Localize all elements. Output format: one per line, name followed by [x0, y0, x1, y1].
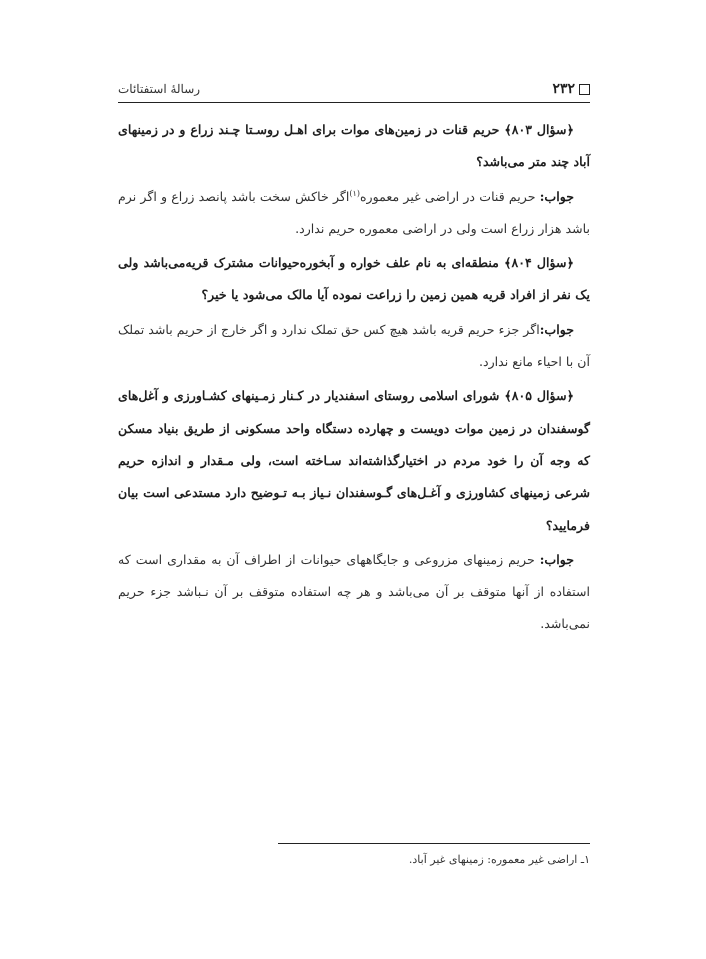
running-title: رسالهٔ استفتائات — [118, 82, 201, 96]
answer-804 — [118, 314, 590, 379]
question-803: ﴿سؤال ۸۰۳﴾ حریم قنات در زمین‌های موات برای اهـل روسـتا چـند زراع و در زمینهای آباد چند متر می‌باشد؟ — [118, 122, 590, 170]
page-number: ۲۳۲ — [552, 81, 575, 97]
answer-text: اگر خاکش سخت باشد پانصد زراع و اگر نرم باشد هزار زراع است ولی در اراضی معموره حریم ندارد. — [118, 188, 590, 236]
answer-label: جواب: — [539, 321, 574, 337]
square-bullet-icon — [579, 84, 590, 95]
footnote: ۱ـ اراضی غیر معموره: زمینهای غیر آباد. — [408, 853, 590, 866]
page-body — [118, 114, 590, 643]
header-rule — [118, 102, 590, 103]
answer-805 — [118, 544, 590, 641]
page-number-block — [552, 81, 590, 97]
question-805: ﴿سؤال ۸۰۵﴾ شورای اسلامی روستای اسفندیار در کـنار زمـینهای کشـاورزی و آغل‌های گوسفندان در زمین موات دویست و چهارده دستگاه واحد مسکونی از طریق بنیاد مسکن که وجه آن را خود مردم در اختیارگذاشته‌اند سـاخته است، ولی مـقدار و اندازه حریم شرعی زمینهای کشاورزی و آغـل‌های گـوسفندان نـیاز بـه تـوضیح دارد مستدعی است بیان فرمایید؟ — [118, 388, 590, 533]
answer-label: جواب: — [539, 188, 574, 204]
footnote-rule — [278, 843, 590, 844]
answer-text: اگر جزء حریم قریه باشد هیچ کس حق تملک ندارد و اگر خارج از حریم باشد تملک آن با احیاء مانع ندارد. — [118, 321, 590, 370]
page-header — [118, 78, 590, 100]
footnote-reference[interactable]: (۱) — [349, 188, 360, 198]
answer-text: حریم قنات در اراضی غیر معموره — [359, 188, 540, 204]
answer-803 — [118, 181, 590, 246]
answer-label: جواب: — [539, 551, 574, 567]
answer-text: حریم زمینهای مزروعی و جایگاههای حیوانات از اطراف آن به مقداری است که استفاده از آنها متوقف بر آن می‌باشد و هر چه استفاده متوقف بر آن نـباشد جزء حریم نمی‌باشد. — [118, 551, 590, 632]
question-804: ﴿سؤال ۸۰۴﴾ منطقه‌ای به نام علف خواره و آبخوره‌حیوانات مشترک قریه‌می‌باشد ولی یک نفر از افراد قریه همین زمین را زراعت نموده آیا مالک می‌شود یا خیر؟ — [118, 255, 590, 303]
